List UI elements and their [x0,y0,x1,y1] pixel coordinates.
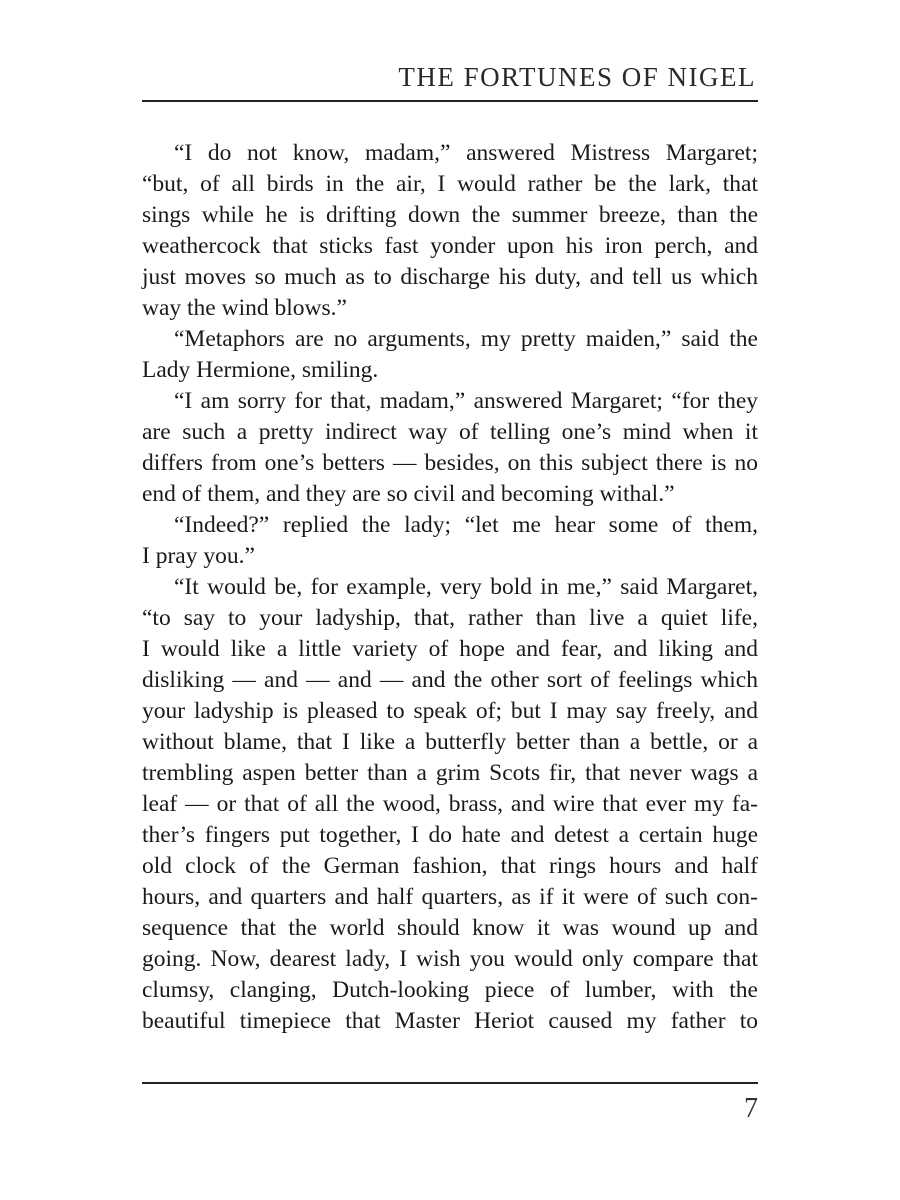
text-line: “Indeed?” replied the lady; “let me hear some of them, [174,512,758,538]
text-line: your ladyship is pleased to speak of; but I may say freely, and [142,698,758,724]
text-line: weathercock that sticks fast yonder upon his iron perch, and [142,233,758,259]
text-line: I would like a little variety of hope and fear, and liking and [142,636,758,662]
text-line: way the wind blows.” [142,295,347,321]
text-line: “It would be, for example, very bold in me,” said Margaret, [174,574,758,600]
header-rule [142,100,758,102]
text-line: differs from one’s betters — besides, on this subject there is no [142,450,758,476]
text-line: sequence that the world should know it was wound up and [142,915,758,941]
text-line: “I do not know, madam,” answered Mistress Margaret; [174,140,758,166]
text-line: “to say to your ladyship, that, rather than live a quiet life, [142,605,758,631]
text-line: “Metaphors are no arguments, my pretty maiden,” said the [174,326,758,352]
text-line: hours, and quarters and half quarters, as if it were of such con- [142,884,758,910]
text-line: sings while he is drifting down the summer breeze, than the [142,202,758,228]
text-line: clumsy, clanging, Dutch-looking piece of lumber, with the [142,977,758,1003]
footer-rule [142,1082,758,1084]
page-number: 7 [744,1093,758,1124]
text-line: Lady Hermione, smiling. [142,357,379,383]
text-line: old clock of the German fashion, that rings hours and half [142,853,758,879]
text-line: just moves so much as to discharge his duty, and tell us which [142,264,758,290]
text-line: disliking — and — and — and the other sort of feelings which [142,667,758,693]
text-line: I pray you.” [142,543,255,569]
running-title: THE FORTUNES OF NIGEL [398,62,756,92]
text-line: going. Now, dearest lady, I wish you would only compare that [142,946,758,972]
text-line: end of them, and they are so civil and becoming withal.” [142,481,675,507]
text-line: “I am sorry for that, madam,” answered Margaret; “for they [174,388,758,414]
text-line: trembling aspen better than a grim Scots fir, that never wags a [142,760,758,786]
body-text [142,138,758,1037]
text-line: are such a pretty indirect way of telling one’s mind when it [142,419,758,445]
text-line: leaf — or that of all the wood, brass, and wire that ever my fa- [142,791,758,817]
text-line: ther’s fingers put together, I do hate and detest a certain huge [142,822,758,848]
text-line: without blame, that I like a butterfly better than a bettle, or a [142,729,758,755]
text-line: “but, of all birds in the air, I would rather be the lark, that [142,171,758,197]
text-line: beautiful timepiece that Master Heriot caused my father to [142,1008,758,1034]
